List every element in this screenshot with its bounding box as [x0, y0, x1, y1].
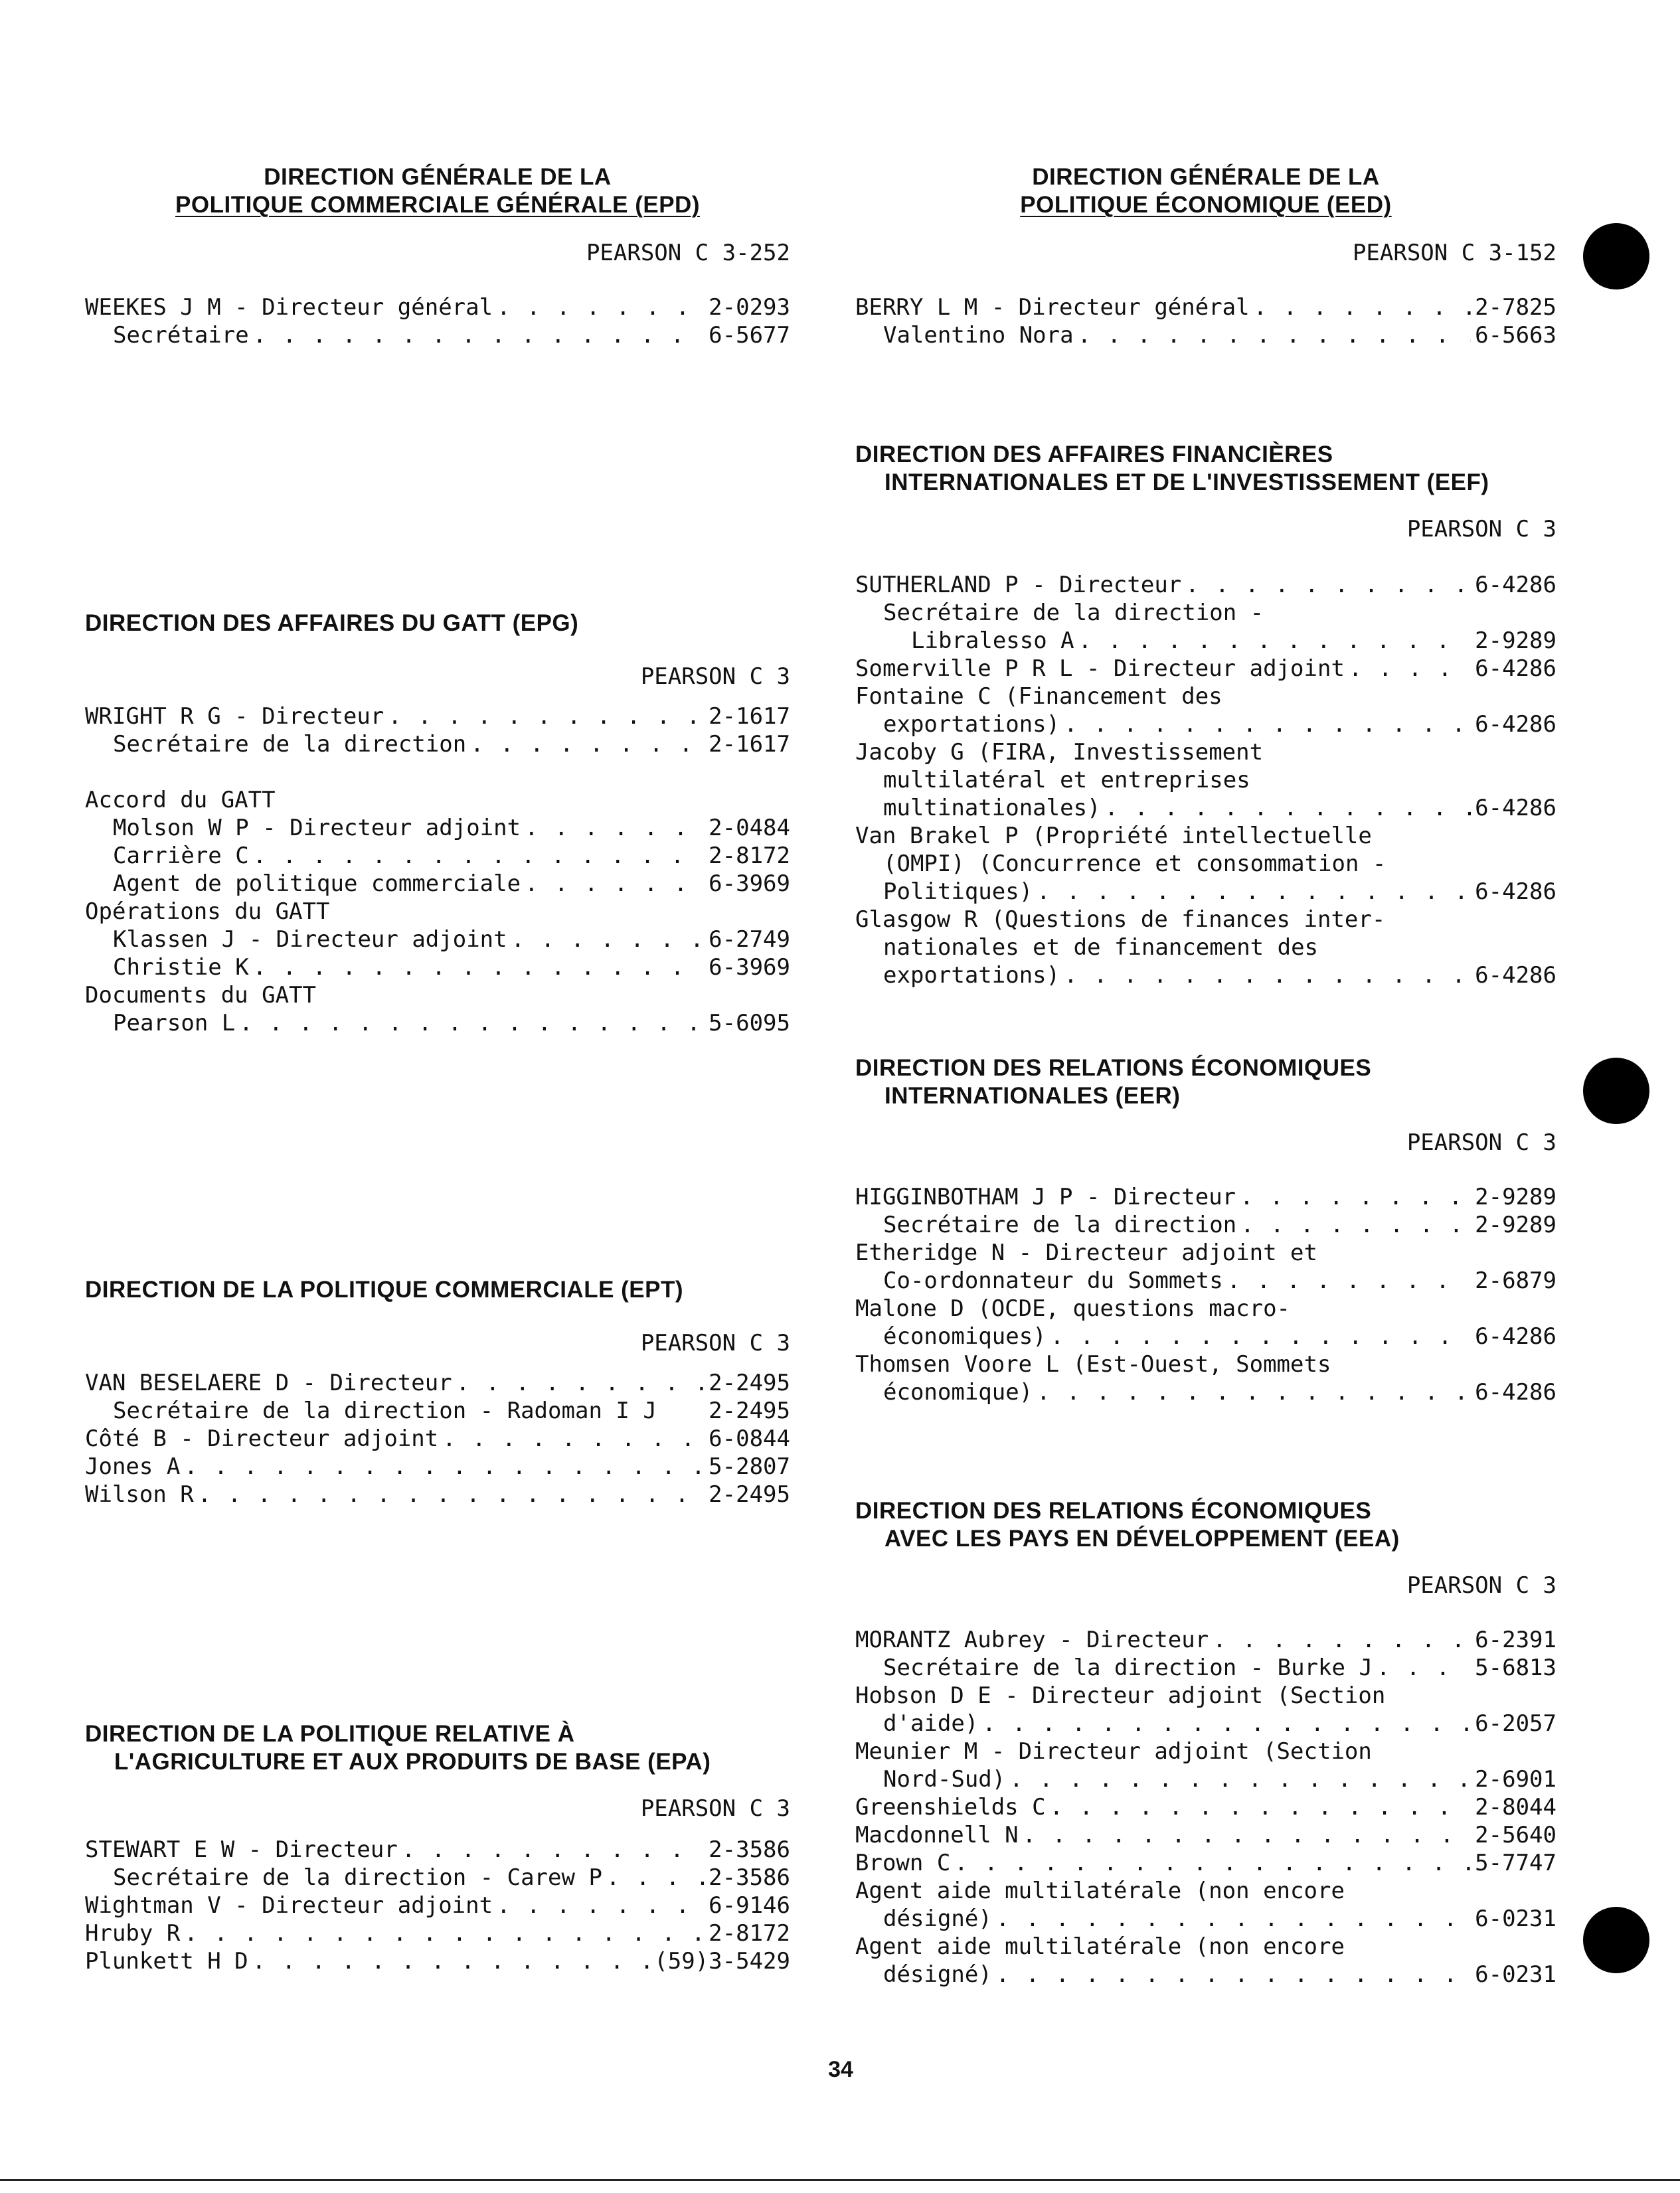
- entry-name: exportations): [883, 962, 1060, 989]
- phone-extension: 6-4286: [1475, 655, 1556, 682]
- section-eef: [855, 441, 1556, 989]
- phone-extension: 2-1617: [709, 731, 790, 758]
- dot-leader: [1064, 961, 1471, 989]
- entry-name: WEEKES J M - Directeur général: [85, 294, 493, 321]
- directory-entry: [855, 1793, 1556, 1821]
- entry-name: Politiques): [883, 878, 1033, 905]
- section-title: [855, 1054, 1556, 1110]
- dot-leader: [511, 926, 705, 953]
- entry-name: multinationales): [883, 795, 1101, 821]
- dot-leader: [1240, 1211, 1471, 1239]
- phone-extension: 5-7747: [1475, 1850, 1556, 1876]
- directory-entry: [85, 1947, 790, 1975]
- office-location: PEARSON C 3: [640, 663, 790, 690]
- entry-name: exportations): [883, 711, 1060, 738]
- phone-extension: 2-1617: [709, 703, 790, 730]
- entry-name: Secrétaire de la direction - Radoman I J: [113, 1398, 657, 1424]
- dot-leader: [497, 1892, 705, 1919]
- entry-name: VAN BESELAERE D - Directeur: [85, 1370, 452, 1396]
- phone-extension: 5-6813: [1475, 1655, 1556, 1681]
- dot-leader: [497, 293, 705, 321]
- dot-leader: [1377, 1654, 1471, 1682]
- entry-name: Secrétaire de la direction: [113, 731, 467, 758]
- entry-text-line: Etheridge N - Directeur adjoint et: [855, 1240, 1317, 1266]
- phone-extension: 6-5677: [709, 322, 790, 349]
- phone-extension: 2-8172: [709, 1920, 790, 1947]
- section-title-line: DIRECTION DES AFFAIRES FINANCIÈRES: [855, 442, 1333, 467]
- entry-list: [85, 1369, 790, 1508]
- entry-name: Wilson R: [85, 1481, 194, 1508]
- entry-list: [855, 293, 1556, 349]
- entry-text-line: (OMPI) (Concurrence et consommation -: [883, 851, 1386, 877]
- section-title-line: INTERNATIONALES ET DE L'INVESTISSEMENT (EEF): [884, 469, 1489, 495]
- entry-text-line: Opérations du GATT: [85, 898, 330, 925]
- directory-entry: [855, 1378, 1556, 1406]
- phone-extension: 2-7825: [1475, 294, 1556, 321]
- entry-list: [855, 1183, 1556, 1406]
- entry-text-line: Van Brakel P (Propriété intellectuelle: [855, 823, 1372, 849]
- entry-name: Agent de politique commerciale: [113, 870, 521, 897]
- directory-entry: [85, 1836, 790, 1864]
- section-title-line: DIRECTION GÉNÉRALE DE LA: [1032, 164, 1380, 190]
- phone-extension: 2-2495: [709, 1481, 790, 1508]
- section-title-line: POLITIQUE ÉCONOMIQUE (EED): [1020, 192, 1392, 218]
- phone-extension: 6-3969: [709, 954, 790, 981]
- phone-extension: 2-2495: [709, 1398, 790, 1424]
- directory-entry: [855, 1323, 1556, 1350]
- directory-entry: [855, 1626, 1556, 1654]
- dot-leader: [606, 1864, 705, 1892]
- phone-extension: 2-8044: [1475, 1794, 1556, 1821]
- section-eer: [855, 1054, 1556, 1406]
- directory-entry: [855, 321, 1556, 349]
- entry-name: désigné): [883, 1906, 992, 1932]
- punch-hole-dot: [1583, 223, 1649, 289]
- dot-leader: [442, 1425, 705, 1453]
- section-eed: [855, 163, 1556, 349]
- directory-entry: [855, 794, 1556, 822]
- entry-text-line: Documents du GATT: [85, 982, 316, 1009]
- entry-name: Hruby R: [85, 1920, 181, 1947]
- entry-name: Côté B - Directeur adjoint: [85, 1425, 439, 1452]
- entry-text-line: Meunier M - Directeur adjoint (Section: [855, 1738, 1372, 1765]
- directory-entry: [855, 1821, 1556, 1849]
- entry-name: WRIGHT R G - Directeur: [85, 703, 384, 730]
- entry-name: Secrétaire de la direction: [883, 1212, 1237, 1238]
- phone-extension: 6-4286: [1475, 878, 1556, 905]
- dot-leader: [253, 321, 705, 349]
- directory-entry: [855, 1765, 1556, 1793]
- phone-extension: 2-5640: [1475, 1822, 1556, 1848]
- directory-entry: [855, 1211, 1556, 1239]
- dot-leader: [525, 870, 705, 898]
- section-title: DIRECTION DE LA POLITIQUE COMMERCIALE (EPT): [85, 1277, 684, 1303]
- entry-list: [85, 1836, 790, 1975]
- directory-entry: [85, 1864, 790, 1892]
- section-title-line: L'AGRICULTURE ET AUX PRODUITS DE BASE (EPA): [114, 1749, 711, 1775]
- directory-entry: [85, 1453, 790, 1481]
- entry-name: Nord-Sud): [883, 1766, 1006, 1793]
- dot-leader: [253, 842, 705, 870]
- phone-extension: 5-6095: [709, 1010, 790, 1036]
- entry-name: Plunkett H D: [85, 1948, 248, 1975]
- dot-leader: [996, 1905, 1471, 1933]
- dot-leader: [253, 953, 705, 981]
- phone-extension: 6-0231: [1475, 1906, 1556, 1932]
- directory-entry: [855, 878, 1556, 906]
- phone-extension: 2-8172: [709, 843, 790, 869]
- section-title-line: POLITIQUE COMMERCIALE GÉNÉRALE (EPD): [175, 192, 700, 218]
- section-title-line: AVEC LES PAYS EN DÉVELOPPEMENT (EEA): [884, 1526, 1400, 1552]
- phone-extension: 6-2057: [1475, 1710, 1556, 1737]
- phone-extension: 2-3586: [709, 1836, 790, 1863]
- directory-entry: [855, 293, 1556, 321]
- dot-leader: [1037, 1378, 1471, 1406]
- dot-leader: [996, 1961, 1471, 1989]
- office-location: PEARSON C 3-152: [1352, 240, 1556, 266]
- section-title: [855, 163, 1556, 219]
- directory-entry: [855, 571, 1556, 599]
- directory-entry: [855, 961, 1556, 989]
- punch-hole-dot: [1583, 1907, 1649, 1973]
- section-title: DIRECTION DES AFFAIRES DU GATT (EPG): [85, 610, 579, 636]
- entry-text-line: Fontaine C (Financement des: [855, 683, 1222, 710]
- phone-extension: 2-0484: [709, 815, 790, 841]
- dot-leader: [1254, 293, 1471, 321]
- entry-text-line: Accord du GATT: [85, 787, 276, 813]
- phone-extension: 6-4286: [1475, 795, 1556, 821]
- entry-text-line: Malone D (OCDE, questions macro-: [855, 1295, 1291, 1322]
- phone-extension: 6-4286: [1475, 711, 1556, 738]
- section-epg: [85, 609, 790, 1037]
- dot-leader: [239, 1009, 705, 1037]
- office-location: PEARSON C 3: [640, 1330, 790, 1356]
- entry-name: Secrétaire de la direction - Burke J: [883, 1655, 1373, 1681]
- phone-extension: 6-4286: [1475, 1379, 1556, 1406]
- entry-name: Jones A: [85, 1453, 181, 1480]
- section-eea: [855, 1497, 1556, 1989]
- dot-leader: [954, 1849, 1471, 1877]
- entry-name: Greenshields C: [855, 1794, 1046, 1821]
- phone-extension: 2-6879: [1475, 1267, 1556, 1294]
- directory-entry: [855, 627, 1556, 655]
- entry-list: [855, 571, 1556, 989]
- dot-leader: [184, 1919, 705, 1947]
- phone-extension: 5-2807: [709, 1453, 790, 1480]
- dot-leader: [470, 730, 705, 758]
- directory-entry: [85, 1892, 790, 1919]
- entry-name: Macdonnell N: [855, 1822, 1019, 1848]
- phone-extension: 2-9289: [1475, 1184, 1556, 1210]
- dot-leader: [388, 702, 705, 730]
- section-title-line: DIRECTION GÉNÉRALE DE LA: [264, 164, 612, 190]
- directory-entry: [85, 730, 790, 758]
- dot-leader: [1213, 1626, 1471, 1654]
- dot-leader: [1240, 1183, 1471, 1211]
- directory-entry: [85, 1397, 790, 1425]
- directory-entry: [85, 1009, 790, 1037]
- dot-leader: [1078, 321, 1471, 349]
- directory-entry: [85, 1919, 790, 1947]
- phone-extension: 6-2749: [709, 926, 790, 953]
- entry-name: Brown C: [855, 1850, 951, 1876]
- entry-name: Carrière C: [113, 843, 249, 869]
- phone-extension: 2-0293: [709, 294, 790, 321]
- directory-entry: [85, 321, 790, 349]
- dot-leader: [1050, 1793, 1471, 1821]
- dot-leader: [252, 1947, 651, 1975]
- entry-text-line: Hobson D E - Directeur adjoint (Section: [855, 1682, 1386, 1709]
- dot-leader: [1185, 571, 1471, 599]
- row-spacer: [85, 758, 790, 786]
- directory-entry: [85, 926, 790, 953]
- entry-name: économique): [883, 1379, 1033, 1406]
- entry-name: HIGGINBOTHAM J P - Directeur: [855, 1184, 1236, 1210]
- punch-hole-dot: [1583, 1058, 1649, 1124]
- phone-extension: 2-9289: [1475, 627, 1556, 654]
- phone-extension: 6-2391: [1475, 1627, 1556, 1653]
- dot-leader: [1078, 627, 1471, 655]
- dot-leader: [402, 1836, 705, 1864]
- entry-name: Secrétaire: [113, 322, 249, 349]
- page-number: 34: [828, 2057, 853, 2082]
- entry-list: [85, 293, 790, 349]
- office-location: PEARSON C 3: [1406, 1572, 1556, 1599]
- entry-name: Pearson L: [113, 1010, 236, 1036]
- phone-extension: 6-0844: [709, 1425, 790, 1452]
- dot-leader: [1023, 1821, 1471, 1849]
- section-title-line: DIRECTION DES RELATIONS ÉCONOMIQUES: [855, 1498, 1372, 1524]
- directory-entry: [855, 1183, 1556, 1211]
- office-location: PEARSON C 3: [1406, 1129, 1556, 1156]
- entry-name: BERRY L M - Directeur général: [855, 294, 1250, 321]
- entry-name: MORANTZ Aubrey - Directeur: [855, 1627, 1209, 1653]
- entry-name: Valentino Nora: [883, 322, 1074, 349]
- phone-extension: 2-2495: [709, 1370, 790, 1396]
- section-ept: [85, 1276, 790, 1508]
- dot-leader: [184, 1453, 705, 1481]
- entry-list: [855, 1626, 1556, 1989]
- entry-text-line: Agent aide multilatérale (non encore: [855, 1878, 1345, 1904]
- office-location: PEARSON C 3-252: [586, 240, 790, 266]
- directory-entry: [85, 293, 790, 321]
- section-title: [855, 1497, 1556, 1553]
- entry-name: Wightman V - Directeur adjoint: [85, 1892, 493, 1919]
- directory-entry: [85, 1369, 790, 1397]
- dot-leader: [1050, 1323, 1471, 1350]
- section-title-line: DIRECTION DES RELATIONS ÉCONOMIQUES: [855, 1055, 1372, 1081]
- section-epd: [85, 163, 790, 349]
- directory-entry: [855, 1961, 1556, 1989]
- phone-extension: 6-5663: [1475, 322, 1556, 349]
- entry-name: économiques): [883, 1323, 1047, 1350]
- entry-name: Christie K: [113, 954, 249, 981]
- section-title: [85, 163, 790, 219]
- phone-extension: 6-4286: [1475, 962, 1556, 989]
- entry-name: Molson W P - Directeur adjoint: [113, 815, 521, 841]
- directory-entry: [855, 1654, 1556, 1682]
- section-title-line: DIRECTION DE LA POLITIQUE RELATIVE À: [85, 1721, 575, 1747]
- directory-entry: [85, 842, 790, 870]
- phone-extension: 2-3586: [709, 1864, 790, 1891]
- entry-name: Co-ordonnateur du Sommets: [883, 1267, 1223, 1294]
- bottom-edge-rule: [0, 2179, 1680, 2181]
- dot-leader: [1105, 794, 1471, 822]
- entry-text-line: multilatéral et entreprises: [883, 767, 1250, 793]
- dot-leader: [1227, 1267, 1471, 1295]
- section-epa: [85, 1720, 790, 1975]
- dot-leader: [1009, 1765, 1471, 1793]
- dot-leader: [198, 1481, 705, 1508]
- directory-entry: [85, 702, 790, 730]
- directory-entry: [85, 1481, 790, 1508]
- phone-extension: (59)3-5429: [654, 1948, 790, 1975]
- entry-name: Klassen J - Directeur adjoint: [113, 926, 507, 953]
- directory-entry: [855, 1710, 1556, 1738]
- section-title-line: INTERNATIONALES (EER): [884, 1083, 1181, 1109]
- dot-leader: [982, 1710, 1471, 1738]
- dot-leader: [456, 1369, 705, 1397]
- directory-entry: [855, 710, 1556, 738]
- entry-name: d'aide): [883, 1710, 979, 1737]
- directory-entry: [85, 870, 790, 898]
- entry-text-line: nationales et de financement des: [883, 934, 1319, 961]
- entry-name: STEWART E W - Directeur: [85, 1836, 398, 1863]
- entry-name: Somerville P R L - Directeur adjoint: [855, 655, 1345, 682]
- directory-entry: [855, 1267, 1556, 1295]
- phone-extension: 6-3969: [709, 870, 790, 897]
- office-location: PEARSON C 3: [640, 1795, 790, 1822]
- phone-extension: 2-9289: [1475, 1212, 1556, 1238]
- entry-name: SUTHERLAND P - Directeur: [855, 572, 1182, 598]
- dot-leader: [1037, 878, 1471, 906]
- entry-text-line: Glasgow R (Questions de finances inter-: [855, 906, 1386, 933]
- entry-list: [85, 702, 790, 1037]
- entry-text-line: Agent aide multilatérale (non encore: [855, 1933, 1345, 1960]
- office-location: PEARSON C 3: [1406, 516, 1556, 542]
- directory-entry: [85, 814, 790, 842]
- entry-text-line: Secrétaire de la direction -: [883, 600, 1264, 626]
- phone-extension: 6-9146: [709, 1892, 790, 1919]
- dot-leader: [1349, 655, 1471, 683]
- dot-leader: [1064, 710, 1471, 738]
- directory-entry: [855, 1905, 1556, 1933]
- phone-extension: 6-4286: [1475, 1323, 1556, 1350]
- phone-extension: 2-6901: [1475, 1766, 1556, 1793]
- entry-name: Secrétaire de la direction - Carew P: [113, 1864, 602, 1891]
- directory-entry: [85, 953, 790, 981]
- entry-name: Libralesso A: [911, 627, 1074, 654]
- entry-text-line: Jacoby G (FIRA, Investissement: [855, 739, 1264, 766]
- phone-extension: 6-0231: [1475, 1961, 1556, 1988]
- directory-entry: [855, 655, 1556, 683]
- section-title: [855, 441, 1556, 497]
- entry-name: désigné): [883, 1961, 992, 1988]
- section-title: [85, 1720, 790, 1776]
- directory-entry: [85, 1425, 790, 1453]
- entry-text-line: Thomsen Voore L (Est-Ouest, Sommets: [855, 1351, 1331, 1378]
- dot-leader: [525, 814, 705, 842]
- phone-extension: 6-4286: [1475, 572, 1556, 598]
- directory-entry: [855, 1849, 1556, 1877]
